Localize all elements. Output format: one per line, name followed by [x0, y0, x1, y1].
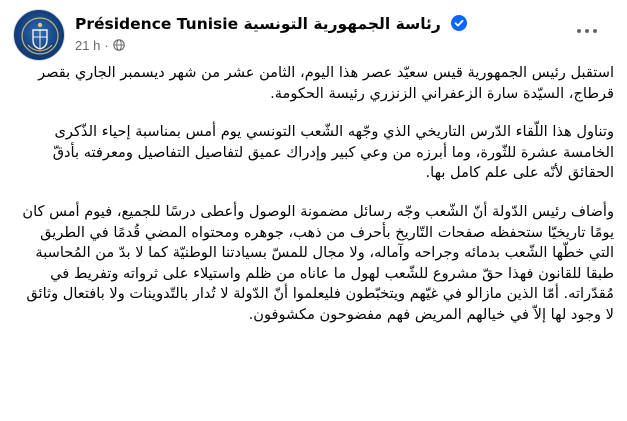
more-options-button[interactable]	[571, 15, 603, 47]
post-meta	[75, 37, 125, 55]
post-timestamp[interactable]: 21 h	[75, 38, 101, 53]
more-horizontal-icon	[577, 29, 597, 33]
meta-separator: ·	[104, 38, 109, 53]
post-header	[13, 9, 613, 61]
post-paragraph-2: وتناول هذا اللّقاء الدّرس التاريخي الذي وجّهه الشّعب التونسي يوم أمس بمناسبة إحياء الذّكرى الخامسة عشرة للثّورة، وما أبرزه من وعي كبير وإدراك عميق لتفاصيل التفاصيل ومعرفته بأدقّ الحقائق لأنّه على علم كامل بها.	[52, 123, 614, 182]
post-body	[16, 63, 614, 421]
globe-icon[interactable]	[113, 39, 125, 51]
post-paragraph-1: استقبل رئيس الجمهورية قيس سعيّد عصر هذا اليوم، الثامن عشر من شهر ديسمبر الجاري بقصر قرطاج، السيّدة سارة الزعفراني الزنزري رئيسة الحكومة.	[38, 64, 614, 102]
page-name-text[interactable]: Présidence Tunisie رئاسة الجمهورية التونسية	[75, 15, 441, 33]
post-paragraph-3: وأضاف رئيس الدّولة أنّ الشّعب وجّه رسائل مضمونة الوصول وأعطى درسًا للجميع، فيوم أمس كان يومًا تاريخيّا ستحفظه صفحات التّاريخ بأحرف من ذهب، جوهره ومحتواه المضي قُدمًا في الطريق التي خطّها الشّعب بدمائه وجراحه وآماله، ولا مجال للمسّ بسيادتنا الوطنيّة كما لا بدّ من المُحاسبة طبقا للقانون فهذا حقّ مشروع للشّعب لهول ما عاناه من ظلم واستيلاء على ثرواته وتفريط في مُقدّراته. أمّا الذين مازالو في غيّهم ويتخبّطون فليعلموا أنّ الدّولة لا تُدار بالتّدوينات ولا بافتعال وثائق لا وجود لها إلاّ في خيالهم المريض فهم مفضوحون مكشوفون.	[22, 202, 614, 323]
verified-badge-icon	[451, 15, 467, 31]
presidency-emblem-icon	[14, 10, 66, 62]
page-name[interactable]	[75, 13, 467, 35]
page-avatar[interactable]	[13, 9, 65, 61]
